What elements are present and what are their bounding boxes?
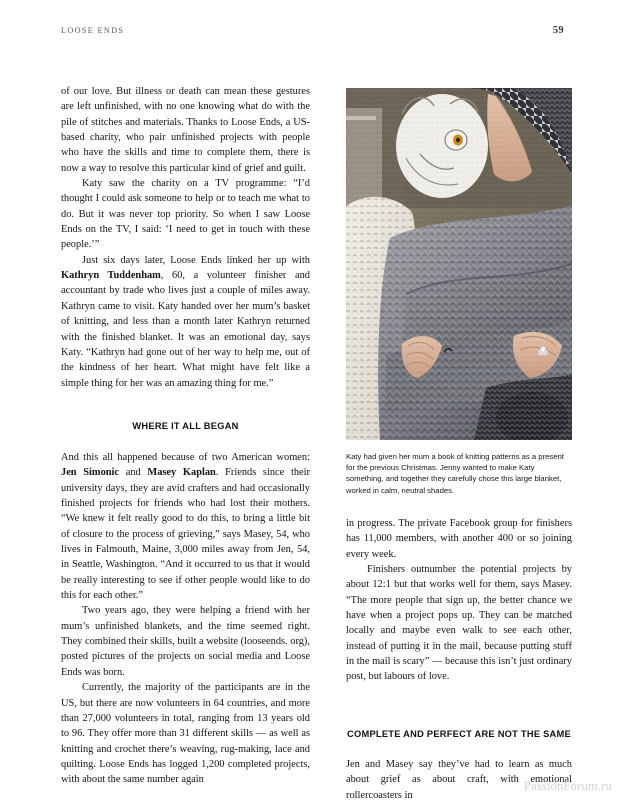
- column-left-lower: [61, 450, 310, 788]
- column-left: [61, 84, 310, 391]
- photo-illustration: [346, 88, 572, 440]
- paragraph-text: . Friends since their university days, they are avid crafters and had occasionally finished projects for friends who had lost their mothers. “We knew it felt really good to do this, to bring a little bit of closure to the process of grieving,” says Masey, 54, who lives in Falmouth, Maine, 3,000 miles away from Jen, 54, in Seattle, Washington. “And it occurred to us that it would be really interesting to see if other people would like to do this for each other.”: [61, 467, 310, 602]
- paragraph: Two years ago, they were helping a friend with her mum’s unfinished blankets, and the time seemed right. They combined their skills, built a website (looseends. org), posted pictures of the projects on social media and Loose Ends was born.: [61, 605, 310, 678]
- paragraph: of our love. But illness or death can mean these gestures are left unfinished, with no one knowing what do with the pile of stitches and materials. Thanks to Loose Ends, a US-based charity, who pair unfinished projects with people who have the skills and time to complete them, there is now a way to resolve this particular kind of grief and guilt.: [61, 86, 310, 174]
- section-heading-complete-and-perfect: COMPLETE AND PERFECT ARE NOT THE SAME: [347, 729, 571, 739]
- person-name-kathryn-tuddenham: Kathryn Tuddenham: [61, 270, 161, 282]
- paragraph-text: And this all happened because of two American women:: [61, 452, 310, 463]
- paragraph: [61, 253, 310, 391]
- article-photo: [346, 88, 572, 440]
- site-watermark: PassionForum.ru: [523, 779, 612, 793]
- column-right: [346, 516, 572, 685]
- page-number: 59: [552, 25, 564, 36]
- paragraph: Jen and Masey say they’ve had to learn as much about grief as about craft, with emotional rollercoasters in: [346, 759, 572, 801]
- person-name-masey-kaplan: Masey Kaplan: [147, 467, 216, 479]
- running-head: [61, 25, 564, 36]
- running-title: LOOSE ENDS: [61, 26, 125, 35]
- paragraph: Katy saw the charity on a TV programme: “I’d thought I could ask someone to help or to teach me what to do. But it was never top priority. So when I saw Loose Ends on the TV, I said: ‘I need to get in touch with these people.’”: [61, 178, 310, 251]
- paragraph: Finishers outnumber the potential projects by about 12:1 but that works well for them, says Masey. “The more people that sign up, the better chance we have when a project pops up. They can be matched locally and maybe even walk to see each other, instead of putting it in the mail, because putting stuff in the mail is scary” — because this isn’t just ordinary post, but labours of love.: [346, 564, 572, 683]
- photo-caption: Katy had given her mum a book of knitting patterns as a present for the previous Christmas. Jenny wanted to make Katy something, and together they carefully chose this large blanket, worked in calm, neutral shades.: [346, 452, 564, 495]
- paragraph: Currently, the majority of the participants are in the US, but there are now volunteers in 64 countries, and more than 27,000 volunteers in total, ranging from 13 years old to 96. They offer more than 31 different skills — as well as knitting and crochet there’s weaving, rug-making, lace and quilting. Loose Ends has logged 1,200 completed projects, with about the same number again: [61, 682, 310, 786]
- section-heading-where-it-all-began: WHERE IT ALL BEGAN: [132, 421, 239, 431]
- paragraph-text: and: [119, 467, 148, 479]
- paragraph: [61, 450, 310, 603]
- paragraph-text: Just six days later, Loose Ends linked her up with: [82, 254, 310, 266]
- paragraph-text: , 60, a volunteer finisher and accountant by trade who lives just a couple of miles away. Kathryn came to visit. Katy handed over her mum’s basket of knitting, and less than a month later Kathryn returned with the finished blanket. It was an emotional day, says Katy. “Kathryn had gone out of her way to help me, out of the kindness of her heart. What might have felt like a simple thing for her was an amazing thing for me.”: [61, 270, 310, 389]
- person-name-jen-simonic: Jen Simonic: [61, 467, 120, 479]
- paragraph: in progress. The private Facebook group for finishers has 11,000 members, with another 400 or so joining every week.: [346, 518, 572, 560]
